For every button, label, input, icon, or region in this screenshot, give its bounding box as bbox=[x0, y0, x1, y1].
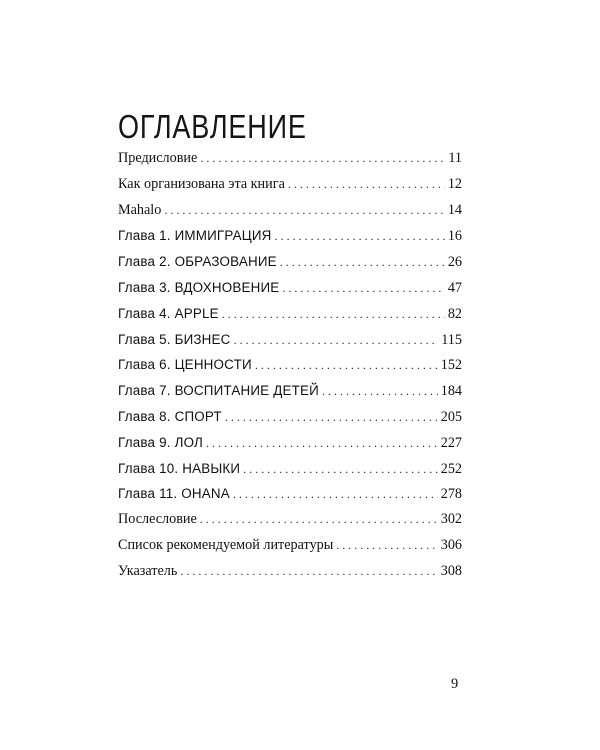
toc-entry-label: Mahalo bbox=[118, 201, 162, 218]
toc-entry-page: 47 bbox=[447, 279, 462, 296]
toc-entry-page: 14 bbox=[447, 201, 462, 218]
toc-entry-page: 82 bbox=[447, 305, 462, 322]
toc-entry bbox=[118, 352, 462, 378]
dot-leader bbox=[322, 379, 438, 405]
dot-leader bbox=[164, 198, 444, 224]
dot-leader bbox=[288, 172, 445, 198]
page-number: 9 bbox=[451, 676, 459, 692]
toc-entry-label: Предисловие bbox=[118, 150, 198, 166]
dot-leader bbox=[275, 224, 445, 250]
dot-leader bbox=[206, 431, 438, 457]
toc-entry-page: 115 bbox=[441, 331, 462, 348]
dot-leader bbox=[222, 302, 445, 328]
toc-entry-label: Глава 9. ЛОЛ bbox=[118, 434, 204, 450]
toc-entry-page: 302 bbox=[440, 511, 462, 528]
toc-entry-page: 252 bbox=[440, 460, 462, 477]
toc-entry-page: 184 bbox=[440, 383, 462, 400]
table-of-contents bbox=[118, 146, 462, 585]
toc-entry bbox=[118, 275, 462, 301]
toc-entry bbox=[118, 559, 462, 585]
dot-leader bbox=[243, 457, 437, 483]
toc-entry-label: Как организована эта книга bbox=[118, 175, 285, 192]
toc-entry-label: Глава 3. ВДОХНОВЕНИЕ bbox=[118, 279, 280, 295]
toc-entry bbox=[118, 223, 462, 249]
toc-entry bbox=[118, 146, 462, 172]
toc-entry-label: Глава 5. БИЗНЕС bbox=[118, 331, 231, 347]
toc-entry-page: 152 bbox=[440, 357, 462, 374]
toc-entry-label: Глава 7. ВОСПИТАНИЕ ДЕТЕЙ bbox=[118, 383, 319, 399]
toc-entry-page: 306 bbox=[440, 536, 462, 553]
toc-entry bbox=[118, 507, 462, 533]
dot-leader bbox=[200, 146, 445, 172]
dot-leader bbox=[234, 328, 439, 354]
toc-entry-label: Глава 10. НАВЫКИ bbox=[118, 460, 241, 476]
toc-entry-page: 11 bbox=[448, 150, 462, 166]
toc-entry-page: 278 bbox=[440, 486, 462, 503]
toc-entry-page: 16 bbox=[447, 228, 462, 245]
toc-entry-label: Послесловие bbox=[118, 511, 197, 528]
toc-entry-label: Глава 8. СПОРТ bbox=[118, 408, 222, 424]
dot-leader bbox=[233, 482, 438, 508]
toc-entry-page: 12 bbox=[447, 175, 462, 192]
toc-entry bbox=[118, 430, 462, 456]
toc-entry bbox=[118, 301, 462, 327]
toc-entry-page: 308 bbox=[440, 562, 462, 579]
toc-entry-label: Список рекомендуемой литературы bbox=[118, 536, 334, 553]
dot-leader bbox=[200, 507, 438, 533]
toc-entry-label: Глава 11. OHANA bbox=[118, 486, 230, 502]
dot-leader bbox=[336, 533, 437, 559]
toc-entry bbox=[118, 404, 462, 430]
toc-entry-label: Глава 4. APPLE bbox=[118, 305, 219, 321]
toc-entry-page: 26 bbox=[447, 254, 462, 271]
dot-leader bbox=[225, 405, 438, 431]
toc-entry bbox=[118, 172, 462, 198]
dot-leader bbox=[282, 276, 444, 302]
toc-entry bbox=[118, 249, 462, 275]
toc-entry-page: 227 bbox=[440, 434, 462, 451]
toc-entry-label: Глава 1. ИММИГРАЦИЯ bbox=[118, 228, 272, 244]
toc-entry-label: Глава 2. ОБРАЗОВАНИЕ bbox=[118, 254, 277, 270]
page-title: ОГЛАВЛЕНИЕ bbox=[118, 108, 307, 146]
toc-entry-label: Глава 6. ЦЕННОСТИ bbox=[118, 357, 252, 373]
toc-entry bbox=[118, 533, 462, 559]
dot-leader bbox=[255, 353, 438, 379]
toc-entry-page: 205 bbox=[440, 408, 462, 425]
toc-entry bbox=[118, 327, 462, 353]
dot-leader bbox=[280, 250, 445, 276]
dot-leader bbox=[180, 559, 437, 585]
toc-entry bbox=[118, 198, 462, 224]
toc-entry bbox=[118, 378, 462, 404]
toc-entry bbox=[118, 456, 462, 482]
toc-entry-label: Указатель bbox=[118, 562, 178, 579]
toc-entry bbox=[118, 481, 462, 507]
